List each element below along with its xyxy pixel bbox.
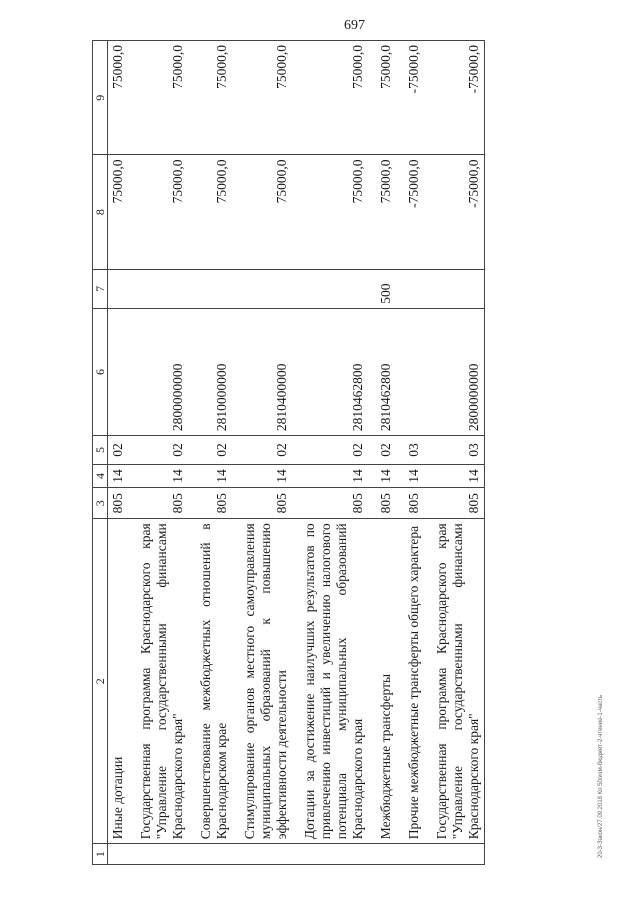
- table-container: [92, 40, 582, 865]
- amount-cell: -75000,0: [396, 41, 424, 155]
- row-name-cell: Иные дотации: [108, 519, 129, 844]
- row-number-cell: [188, 844, 232, 865]
- amount-cell: 75000,0: [188, 155, 232, 269]
- row-number-cell: [396, 844, 424, 865]
- expense-type-cell: [188, 269, 232, 308]
- row-name-cell: Государственная программа Краснодарского края "Управление государственными финансами Краснодарского края": [128, 519, 188, 844]
- subsection-cell: 02: [128, 436, 188, 465]
- target-article-cell: [396, 308, 424, 435]
- amount-cell: 75000,0: [108, 155, 129, 269]
- target-article-cell: 2800000000: [424, 308, 485, 435]
- expense-type-cell: [292, 269, 368, 308]
- section-cell: 14: [396, 464, 424, 487]
- section-cell: 14: [108, 464, 129, 487]
- row-name-cell: Прочие межбюджетные трансферты общего характера: [396, 519, 424, 844]
- table-row: [108, 41, 129, 865]
- row-number-cell: [128, 844, 188, 865]
- row-number-cell: [368, 844, 396, 865]
- row-name-cell: Совершенствование межбюджетных отношений в Краснодарском крае: [188, 519, 232, 844]
- amount-cell: 75000,0: [368, 41, 396, 155]
- subsection-cell: 03: [396, 436, 424, 465]
- target-article-cell: [108, 308, 129, 435]
- target-article-cell: 2810462800: [292, 308, 368, 435]
- col-header-5: 5: [93, 436, 108, 465]
- table-row: [232, 41, 292, 865]
- table-row: [368, 41, 396, 865]
- amount-cell: 75000,0: [128, 41, 188, 155]
- amount-cell: -75000,0: [424, 155, 485, 269]
- subsection-cell: 02: [188, 436, 232, 465]
- expense-type-cell: [108, 269, 129, 308]
- margin-note-text: 20-3-Закон/27.09.2018 Ко 50/изм-бюджет-2-чтение-1-часть: [598, 694, 604, 858]
- row-number-cell: [232, 844, 292, 865]
- target-article-cell: 2810462800: [368, 308, 396, 435]
- target-article-cell: 2810400000: [232, 308, 292, 435]
- subsection-cell: 03: [424, 436, 485, 465]
- col-header-4: 4: [93, 464, 108, 487]
- rotated-table-frame: [92, 40, 582, 865]
- amount-cell: 75000,0: [232, 155, 292, 269]
- code-cell: 805: [232, 488, 292, 519]
- subsection-cell: 02: [108, 436, 129, 465]
- expense-type-cell: 500: [368, 269, 396, 308]
- amount-cell: 75000,0: [292, 155, 368, 269]
- amount-cell: 75000,0: [188, 41, 232, 155]
- amount-cell: 75000,0: [232, 41, 292, 155]
- margin-note: [598, 548, 608, 858]
- code-cell: 805: [292, 488, 368, 519]
- amount-cell: 75000,0: [108, 41, 129, 155]
- amount-cell: 75000,0: [292, 41, 368, 155]
- target-article-cell: 2800000000: [128, 308, 188, 435]
- expense-type-cell: [232, 269, 292, 308]
- expense-type-cell: [128, 269, 188, 308]
- page-number: 697: [344, 18, 365, 33]
- section-cell: 14: [128, 464, 188, 487]
- col-header-2: 2: [93, 519, 108, 844]
- budget-table: [92, 40, 485, 865]
- row-number-cell: [292, 844, 368, 865]
- section-cell: 14: [368, 464, 396, 487]
- col-header-7: 7: [93, 269, 108, 308]
- subsection-cell: 02: [368, 436, 396, 465]
- code-cell: 805: [368, 488, 396, 519]
- expense-type-cell: [424, 269, 485, 308]
- section-cell: 14: [188, 464, 232, 487]
- table-row: [128, 41, 188, 865]
- subsection-cell: 02: [292, 436, 368, 465]
- amount-cell: 75000,0: [368, 155, 396, 269]
- col-header-9: 9: [93, 41, 108, 155]
- code-cell: 805: [396, 488, 424, 519]
- row-name-cell: Межбюджетные трансферты: [368, 519, 396, 844]
- expense-type-cell: [396, 269, 424, 308]
- col-header-3: 3: [93, 488, 108, 519]
- amount-cell: 75000,0: [128, 155, 188, 269]
- row-name-cell: Государственная программа Краснодарского края "Управление государственными финансами Краснодарского края": [424, 519, 485, 844]
- header-row: [93, 41, 108, 865]
- section-cell: 14: [232, 464, 292, 487]
- table-body: [108, 41, 485, 865]
- code-cell: 805: [128, 488, 188, 519]
- row-number-cell: [108, 844, 129, 865]
- col-header-1: 1: [93, 844, 108, 865]
- row-number-cell: [424, 844, 485, 865]
- row-name-cell: Дотации за достижение наилучших результатов по привлечению инвестиций и увеличению налогового потенциала муниципальных образований Краснодарского края: [292, 519, 368, 844]
- code-cell: 805: [424, 488, 485, 519]
- section-cell: 14: [424, 464, 485, 487]
- table-row: [424, 41, 485, 865]
- table-row: [396, 41, 424, 865]
- table-header: [93, 41, 108, 865]
- amount-cell: -75000,0: [424, 41, 485, 155]
- table-row: [292, 41, 368, 865]
- row-name-cell: Стимулирование органов местного самоуправления муниципальных образований к повышению эффективности деятельности: [232, 519, 292, 844]
- subsection-cell: 02: [232, 436, 292, 465]
- code-cell: 805: [188, 488, 232, 519]
- section-cell: 14: [292, 464, 368, 487]
- target-article-cell: 2810000000: [188, 308, 232, 435]
- col-header-8: 8: [93, 155, 108, 269]
- code-cell: 805: [108, 488, 129, 519]
- amount-cell: -75000,0: [396, 155, 424, 269]
- col-header-6: 6: [93, 308, 108, 435]
- table-row: [188, 41, 232, 865]
